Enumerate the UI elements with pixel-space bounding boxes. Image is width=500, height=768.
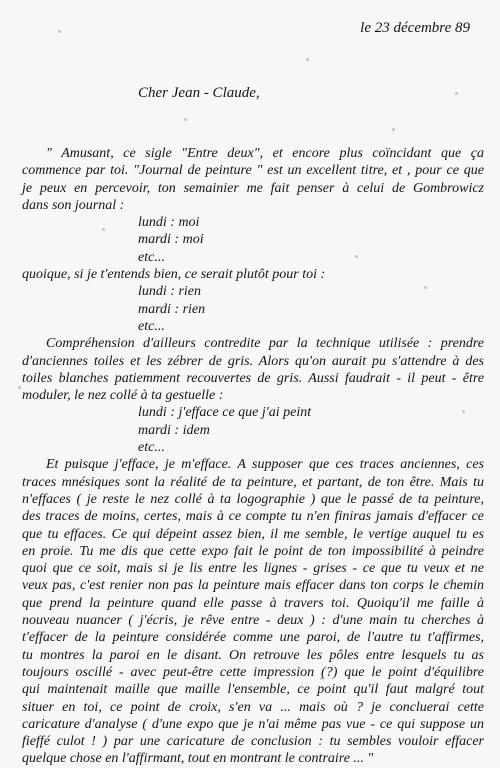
letter-line: tu montres la paroi en le disant. On retrouve les pôles entre lesquels tu as [22,647,484,663]
letter-line: mardi : rien [138,301,206,317]
letter-line: d'anciennes toiles et les zébrer de gris. Alors qu'on aurait pu s'attendre à des [22,353,484,369]
letter-line: traces mnésiques sont la réalité de ta peinture, et partant, de ton être. Mais tu [22,474,484,490]
letter-line: n'effaces ( je reste le nez collé à ta logographie ) que le passé de ta peinture, [22,491,484,507]
letter-line: " Amusant, ce sigle "Entre deux", et encore plus coïncidant que ça [46,146,484,161]
letter-line: quoique, si je t'entends bien, ce serait plutôt pour toi : [22,267,326,283]
letter-line: Et puisque j'efface, je m'efface. A supposer que ces traces anciennes, ces [46,457,484,473]
letter-line: nouveau nuancer ( j'écris, je rêve entre - deux ) : d'une main tu cherches à [22,613,484,629]
salutation: Cher Jean - Claude, [138,85,260,101]
speck [455,92,458,95]
letter-line: moduler, le nez collé à ta gestuelle : [22,388,224,404]
letter-line: situer en toi, ce point de croix, s'en va ... mais où ? je concluerai cette [22,699,484,715]
letter-line: toiles blanches patiemment recouvertes de gris. Aussi faudrait - il peut - être [22,370,484,386]
letter-line: qui maintenait maille que maille l'ensemble, ce point qu'il faut malgré tout [22,682,484,698]
letter-line: que tu effaces. Ce qui dépeint assez bien, il me semble, le vertige auquel tu es [22,526,484,542]
speck [184,118,187,121]
letter-body [22,145,484,768]
letter-date: le 23 décembre 89 [360,20,470,36]
letter-line: lundi : rien [138,284,201,300]
letter-line: etc... [138,440,165,456]
letter-line: je peux en percevoir, ton semainier me fait penser à celui de Gombrowicz [22,180,484,196]
letter-line: mardi : moi [138,232,204,248]
speck [306,58,309,61]
letter-line: quoi que ce soit, mais si je lis entre les lignes - grises - ce que tu veux et ne [22,561,484,577]
speck [392,128,395,131]
speck [58,30,61,33]
letter-line: etc... [138,318,165,334]
letter-line: quelque chose en l'affirmant, tout en montrant le contraire ... " [22,751,374,767]
letter-line: toujours oscillé - avec peut-être cette impression (?) que le point d'équilibre [22,664,484,680]
letter-line: caricature d'analyse ( d'une expo que je n'ai même pas vue - ce qui suppose un [22,716,484,732]
letter-line: lundi : j'efface ce que j'ai peint [138,405,312,421]
letter-line: en proie. Tu me dis que cette expo fait le point de ton impossibilité à peindre [22,543,484,559]
letter-line: Compréhension d'ailleurs contredite par la technique utilisée : prendre [46,336,484,352]
letter-line: t'effacer de la peinture considérée comme une paroi, de l'autre tu t'affirmes, [22,630,484,646]
letter-line: que prend la peinture quand elle passe à travers toi. Quoiqu'il me faille à [22,595,484,611]
letter-line: veux pas, c'est renier non pas la peinture mais effacer dans ton corps le chemin [22,578,484,594]
letter-line: des traces de moins, certes, mais à ce compte tu n'en finiras jamais d'effacer ce [22,509,484,525]
letter-line: lundi : moi [138,215,200,231]
letter-line: commence par toi. "Journal de peinture " est un excellent titre, et , pour ce que [22,163,484,179]
letter-line: etc... [138,249,165,265]
letter-line: mardi : idem [138,422,210,438]
letter-line: fieffé culot ! ) par une caricature de conclusion : tu sembles vouloir effacer [22,734,484,750]
letter-line: dans son journal : [22,197,125,213]
speck [18,386,21,389]
